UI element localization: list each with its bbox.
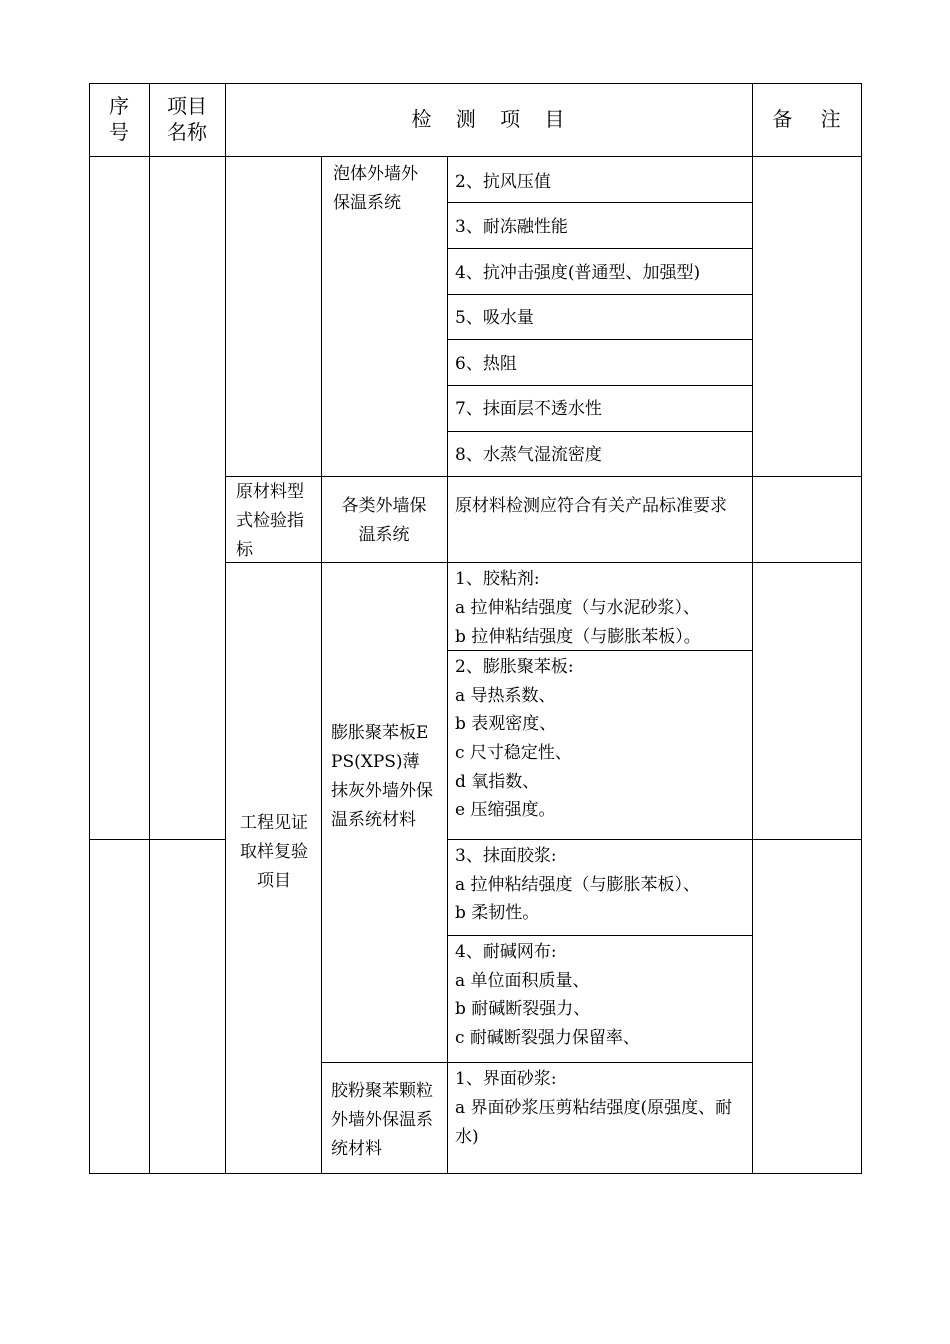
eps-mesh-a: a 单位面积质量、: [455, 971, 590, 991]
header-bottom-border: [89, 156, 862, 157]
foam-item-7: 8、水蒸气湿流密度: [455, 445, 602, 465]
eps-adhesive-title: 1、胶粘剂:: [455, 569, 540, 589]
eps-plaster-b: b 柔韧性。: [455, 903, 540, 923]
header-remark: 备 注: [772, 107, 841, 131]
row-divider: [321, 1062, 752, 1063]
eps-mesh-b: b 耐碱断裂强力、: [455, 999, 591, 1019]
eps-plaster-title: 3、抹面胶浆:: [455, 846, 557, 866]
table-bottom-border: [89, 1173, 862, 1174]
eps-mesh-c: c 耐碱断裂强力保留率、: [455, 1028, 640, 1048]
eps-board-c: c 尺寸稳定性、: [455, 743, 572, 763]
powder-item-a: a 界面砂浆压剪粘结强度(原强度、耐水): [455, 1098, 733, 1147]
col-divider: [149, 83, 150, 1174]
header-items: 检 测 项 目: [411, 107, 565, 131]
col-divider: [321, 156, 322, 1174]
foam-item-6: 7、抹面层不透水性: [455, 399, 602, 419]
foam-item-1: 2、抗风压值: [455, 172, 551, 192]
eps-mesh-title: 4、耐碱网布:: [455, 942, 557, 962]
eps-adhesive-a: a 拉伸粘结强度（与水泥砂浆）、: [455, 598, 701, 618]
col-divider: [752, 83, 753, 1174]
row-divider: [447, 294, 752, 295]
eps-board-d: d 氧指数、: [455, 772, 540, 792]
foam-item-2: 3、耐冻融性能: [455, 217, 568, 237]
foam-system-label: 泡体外墙外保温系统: [333, 164, 418, 213]
row-divider: [447, 202, 752, 203]
row-divider: [89, 839, 225, 840]
row-divider: [447, 431, 752, 432]
foam-item-3: 4、抗冲击强度(普通型、加强型): [455, 263, 701, 283]
foam-item-4: 5、吸水量: [455, 308, 534, 328]
powder-item-title: 1、界面砂浆:: [455, 1069, 557, 1089]
eps-adhesive-b: b 拉伸粘结强度（与膨胀苯板）。: [455, 627, 701, 647]
witness-category-label: 工程见证取样复验项目: [240, 813, 308, 891]
header-name: 项目名称: [167, 94, 207, 144]
col-divider: [225, 83, 226, 1174]
raw-system-label: 各类外墙保温系统: [341, 496, 427, 545]
raw-item: 原材料检测应符合有关产品标准要求: [455, 496, 727, 516]
col-divider: [447, 156, 448, 1174]
eps-system-label: 膨胀聚苯板EPS(XPS)薄抹灰外墙外保温系统材料: [331, 723, 433, 830]
row-divider: [447, 839, 862, 840]
powder-system-label: 胶粉聚苯颗粒外墙外保温系统材料: [331, 1081, 433, 1159]
eps-board-e: e 压缩强度。: [455, 800, 556, 820]
table-right-border: [861, 83, 862, 1174]
eps-board-b: b 表观密度、: [455, 714, 557, 734]
row-divider: [447, 339, 752, 340]
foam-item-5: 6、热阻: [455, 354, 517, 374]
row-divider: [447, 248, 752, 249]
eps-board-title: 2、膨胀聚苯板:: [455, 657, 574, 677]
eps-board-a: a 导热系数、: [455, 686, 556, 706]
eps-plaster-a: a 拉伸粘结强度（与膨胀苯板）、: [455, 875, 701, 895]
row-divider: [447, 385, 752, 386]
header-seq: 序号: [109, 94, 129, 144]
row-divider: [447, 935, 752, 936]
table-top-border: [89, 83, 862, 84]
raw-category-label: 原材料型式检验指标: [236, 482, 304, 560]
table-left-border: [89, 83, 90, 1174]
